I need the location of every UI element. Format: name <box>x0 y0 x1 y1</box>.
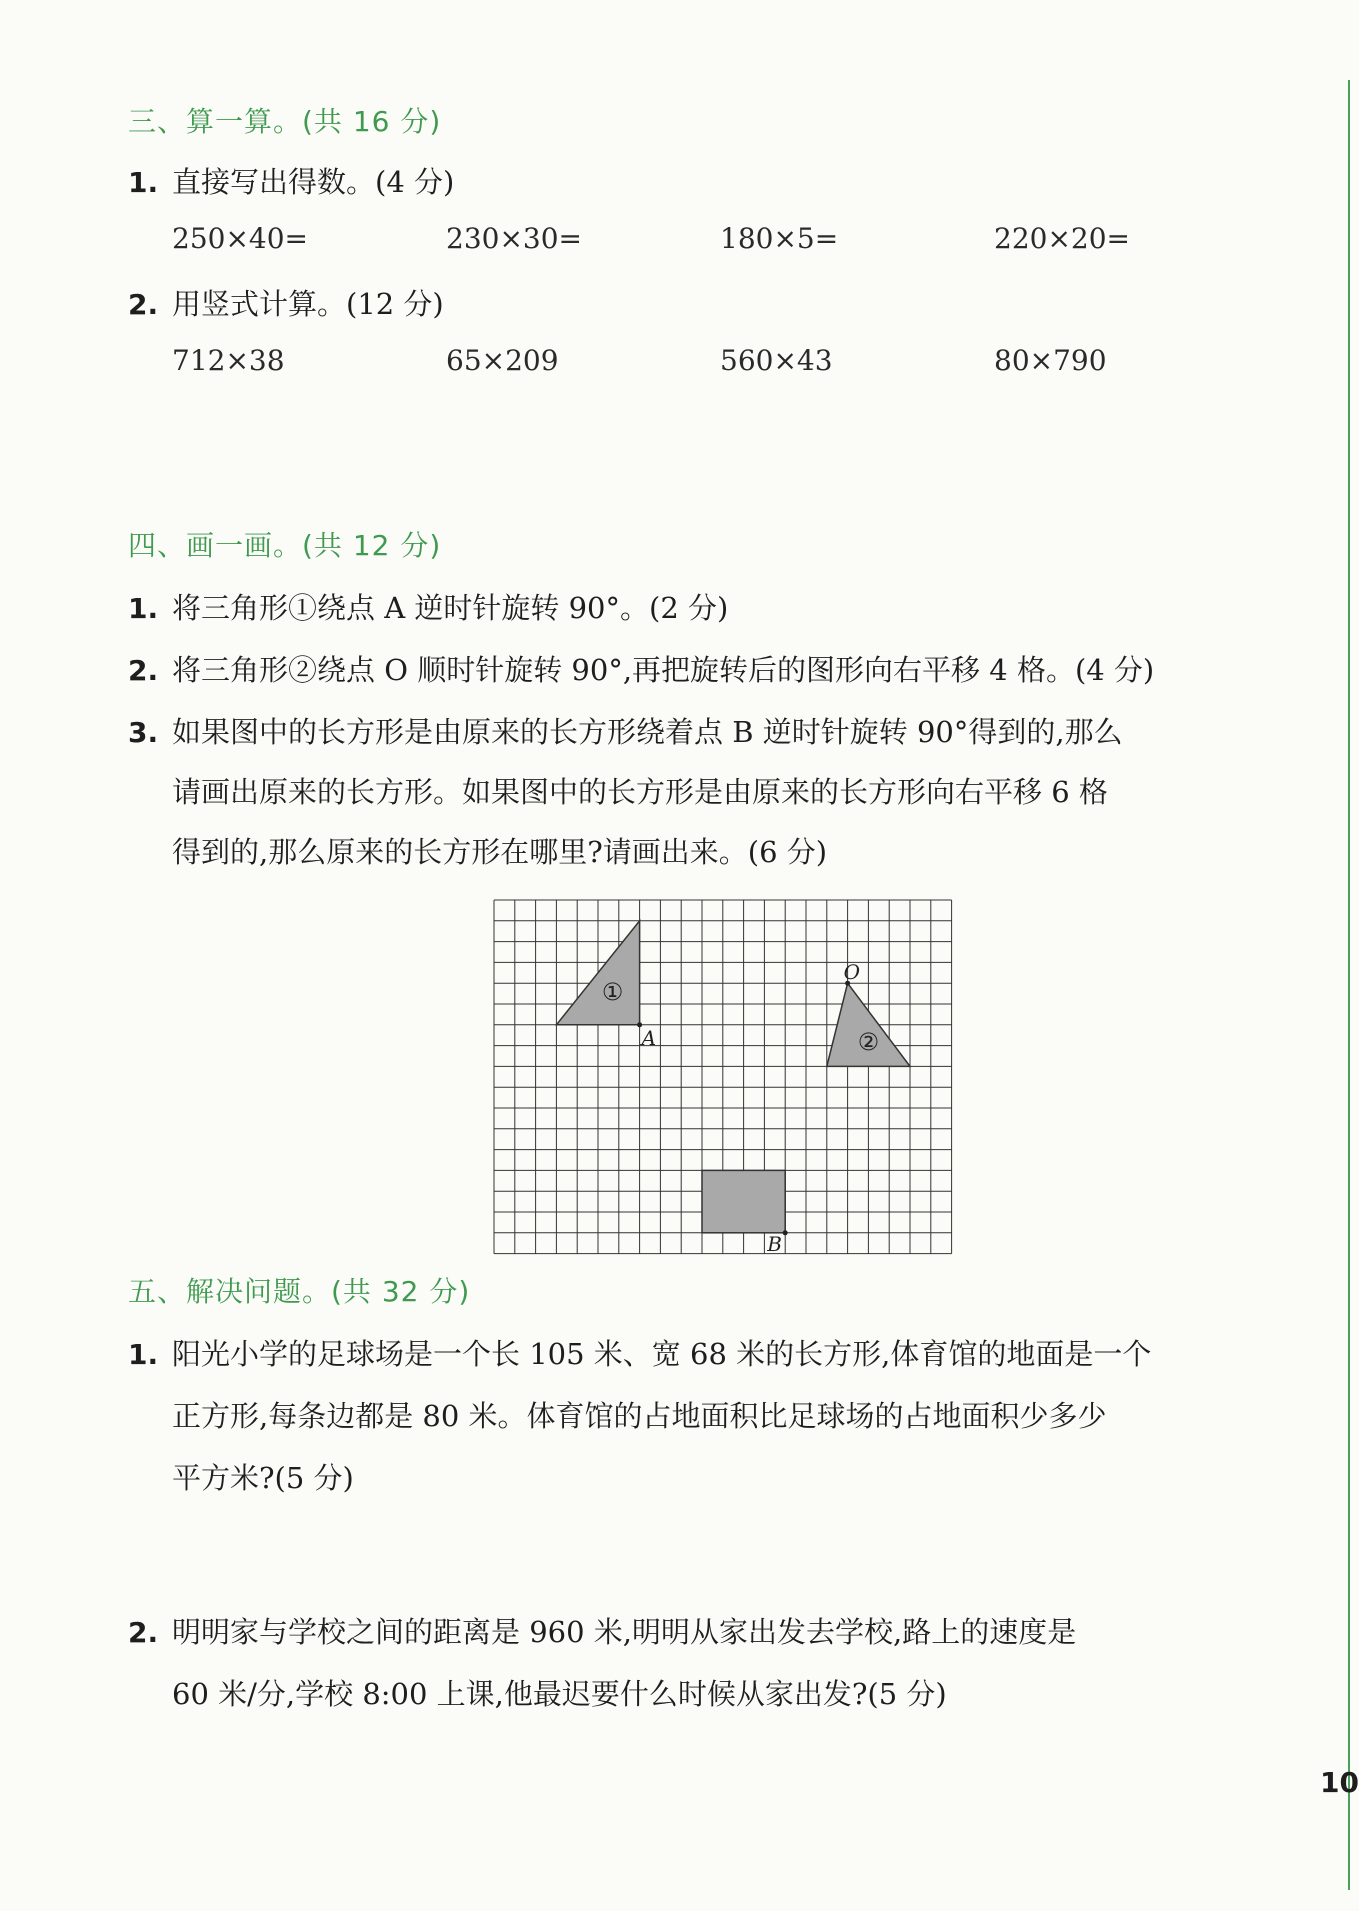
margin-rule <box>1348 80 1350 1890</box>
oral-calc-item: 230×30= <box>446 222 582 255</box>
triangle-2-label: ② <box>857 1027 880 1056</box>
rectangle <box>702 1170 785 1232</box>
question-text: 用竖式计算。(12 分) <box>172 287 444 321</box>
question-number: 1. <box>128 1338 159 1371</box>
section-4-q2 <box>128 648 1154 689</box>
question-text: 明明家与学校之间的距离是 960 米,明明从家出发去学校,路上的速度是 <box>172 1615 1077 1649</box>
question-text: 将三角形①绕点 A 逆时针旋转 90°。(2 分) <box>172 591 729 625</box>
grid-diagram <box>490 888 950 1256</box>
question-text: 阳光小学的足球场是一个长 105 米、宽 68 米的长方形,体育馆的地面是一个 <box>172 1337 1152 1371</box>
vertical-calc-item: 560×43 <box>720 344 833 377</box>
question-text-continued: 得到的,那么原来的长方形在哪里?请画出来。(6 分) <box>172 835 828 869</box>
point-B-label: B <box>767 1231 782 1256</box>
question-text: 直接写出得数。(4 分) <box>172 165 455 199</box>
question-text-continued: 正方形,每条边都是 80 米。体育馆的占地面积比足球场的占地面积少多少 <box>172 1399 1107 1433</box>
oral-calc-item: 250×40= <box>172 222 308 255</box>
question-number: 1. <box>128 166 159 199</box>
point-A-label: A <box>641 1025 657 1050</box>
question-text-continued: 请画出原来的长方形。如果图中的长方形是由原来的长方形向右平移 6 格 <box>172 775 1108 809</box>
point-B-dot <box>783 1230 788 1235</box>
triangle-1-label: ① <box>601 977 624 1006</box>
question-number: 2. <box>128 288 159 321</box>
page-number: 10 <box>1320 1766 1359 1799</box>
section-3-q2 <box>128 282 444 323</box>
question-number: 2. <box>128 1616 159 1649</box>
section-5-q1 <box>128 1332 1151 1373</box>
point-O-label: O <box>843 960 861 985</box>
oral-calc-item: 180×5= <box>720 222 839 255</box>
section-3-q1 <box>128 160 454 201</box>
question-text-continued: 平方米?(5 分) <box>172 1461 354 1495</box>
section-4-title: 四、画一画。(共 12 分) <box>128 529 442 562</box>
section-5-title: 五、解决问题。(共 32 分) <box>128 1275 471 1308</box>
section-4-q1 <box>128 586 728 627</box>
vertical-calc-item: 712×38 <box>172 344 285 377</box>
vertical-calc-item: 80×790 <box>994 344 1107 377</box>
section-3-title: 三、算一算。(共 16 分) <box>128 105 442 138</box>
grid-figure <box>490 888 950 1256</box>
oral-calc-item: 220×20= <box>994 222 1130 255</box>
vertical-calc-item: 65×209 <box>446 344 559 377</box>
section-4-q3 <box>128 710 1123 751</box>
section-5-q2 <box>128 1610 1076 1651</box>
question-text-continued: 60 米/分,学校 8:00 上课,他最迟要什么时候从家出发?(5 分) <box>172 1677 947 1711</box>
question-number: 3. <box>128 716 159 749</box>
question-text: 如果图中的长方形是由原来的长方形绕着点 B 逆时针旋转 90°得到的,那么 <box>172 715 1123 749</box>
question-number: 2. <box>128 654 159 687</box>
question-number: 1. <box>128 592 159 625</box>
question-text: 将三角形②绕点 O 顺时针旋转 90°,再把旋转后的图形向右平移 4 格。(4 分) <box>172 653 1155 687</box>
